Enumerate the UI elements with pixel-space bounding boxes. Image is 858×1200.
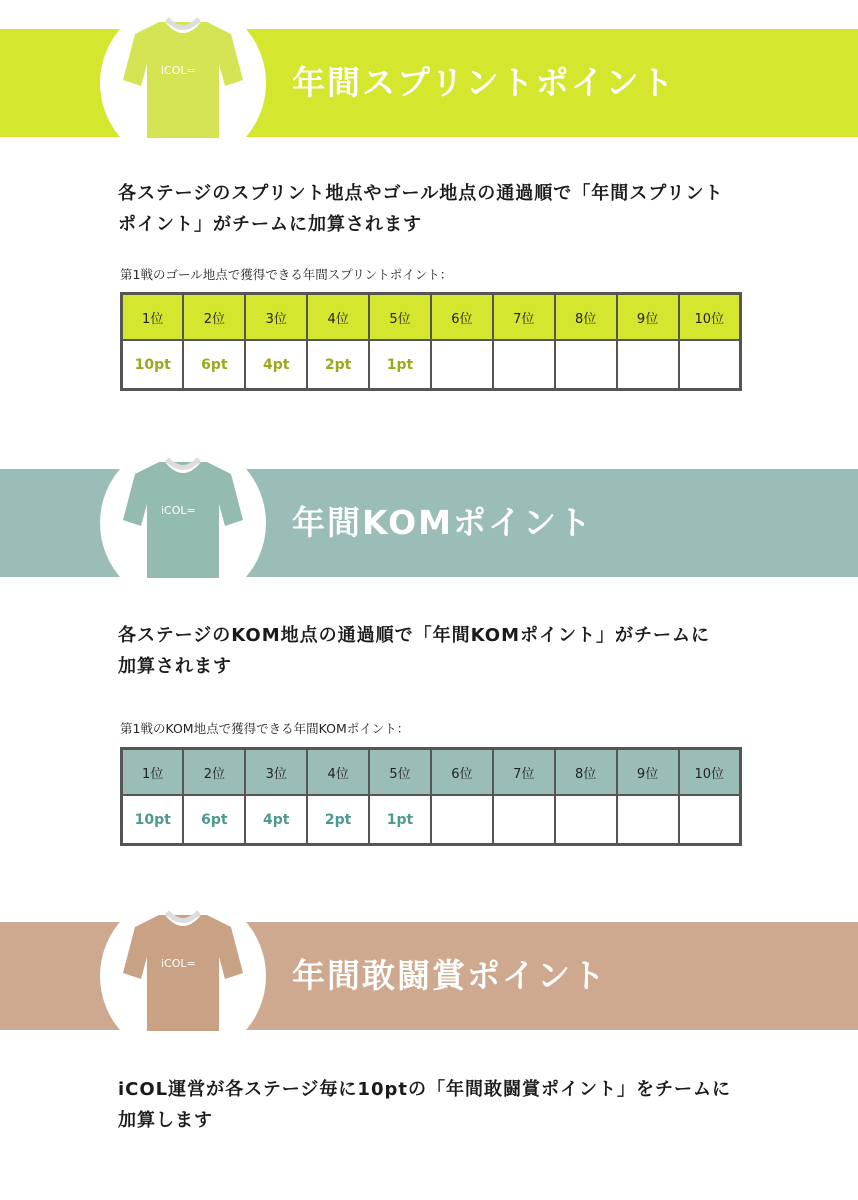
- points-cell: [617, 340, 679, 390]
- points-cell: 4pt: [245, 340, 307, 390]
- points-cell: [431, 795, 493, 845]
- points-cell: [431, 340, 493, 390]
- points-cell: 1pt: [369, 795, 431, 845]
- jersey-logo-text: iCOL=: [161, 957, 196, 970]
- kom-table-caption: 第1戦のKOM地点で獲得できる年間KOMポイント：: [120, 721, 410, 736]
- rank-cell: 8位: [555, 294, 617, 341]
- table-header-row: [122, 749, 741, 796]
- jersey-logo-text: iCOL=: [161, 64, 196, 77]
- sprint-description: [118, 178, 768, 240]
- points-cell: [493, 340, 555, 390]
- points-cell: 2pt: [307, 340, 369, 390]
- rank-cell: 2位: [183, 294, 245, 341]
- sprint-points-table: [120, 292, 742, 391]
- rank-cell: 4位: [307, 749, 369, 796]
- table-points-row: [122, 340, 741, 390]
- kom-points-table: [120, 747, 742, 846]
- points-cell: 6pt: [183, 795, 245, 845]
- sprint-table-caption: 第1戦のゴール地点で獲得できる年間スプリントポイント：: [120, 267, 453, 282]
- rank-cell: 4位: [307, 294, 369, 341]
- rank-cell: 2位: [183, 749, 245, 796]
- points-cell: 1pt: [369, 340, 431, 390]
- points-cell: [555, 340, 617, 390]
- sprint-description-line2: ポイント」がチームに加算されます: [118, 214, 422, 235]
- rank-cell: 8位: [555, 749, 617, 796]
- rank-cell: 10位: [679, 749, 741, 796]
- points-cell: [555, 795, 617, 845]
- points-cell: 4pt: [245, 795, 307, 845]
- rank-cell: 7位: [493, 294, 555, 341]
- points-cell: 6pt: [183, 340, 245, 390]
- points-cell: 10pt: [122, 795, 184, 845]
- kantou-jersey-icon: [121, 903, 245, 1035]
- points-cell: [679, 795, 741, 845]
- points-cell: 2pt: [307, 795, 369, 845]
- rank-cell: 1位: [122, 749, 184, 796]
- rank-cell: 5位: [369, 294, 431, 341]
- rank-cell: 9位: [617, 749, 679, 796]
- sprint-jersey-icon: [121, 10, 245, 142]
- rank-cell: 7位: [493, 749, 555, 796]
- points-cell: [493, 795, 555, 845]
- kantou-description-line2: 加算します: [118, 1110, 213, 1131]
- points-cell: [679, 340, 741, 390]
- jersey-logo-text: iCOL=: [161, 504, 196, 517]
- rank-cell: 10位: [679, 294, 741, 341]
- kom-description-line1: 各ステージのKOM地点の通過順で「年間KOMポイント」がチームに: [118, 625, 710, 646]
- sprint-description-line1: 各ステージのスプリント地点やゴール地点の通過順で「年間スプリント: [118, 183, 724, 204]
- kantou-description-line1: iCOL運営が各ステージ毎に10ptの「年間敢闘賞ポイント」をチームに: [118, 1079, 731, 1100]
- kom-description: [118, 620, 768, 682]
- rank-cell: 3位: [245, 749, 307, 796]
- rank-cell: 3位: [245, 294, 307, 341]
- rank-cell: 9位: [617, 294, 679, 341]
- points-cell: 10pt: [122, 340, 184, 390]
- rank-cell: 6位: [431, 749, 493, 796]
- kantou-description: [118, 1074, 768, 1136]
- table-header-row: [122, 294, 741, 341]
- rank-cell: 1位: [122, 294, 184, 341]
- rank-cell: 5位: [369, 749, 431, 796]
- kom-description-line2: 加算されます: [118, 656, 232, 677]
- sprint-section-title: 年間スプリントポイント: [292, 63, 676, 102]
- rank-cell: 6位: [431, 294, 493, 341]
- kantou-section-title: 年間敢闘賞ポイント: [292, 956, 607, 995]
- table-points-row: [122, 795, 741, 845]
- kom-section-title: 年間KOMポイント: [292, 503, 593, 542]
- kom-jersey-icon: [121, 450, 245, 582]
- points-cell: [617, 795, 679, 845]
